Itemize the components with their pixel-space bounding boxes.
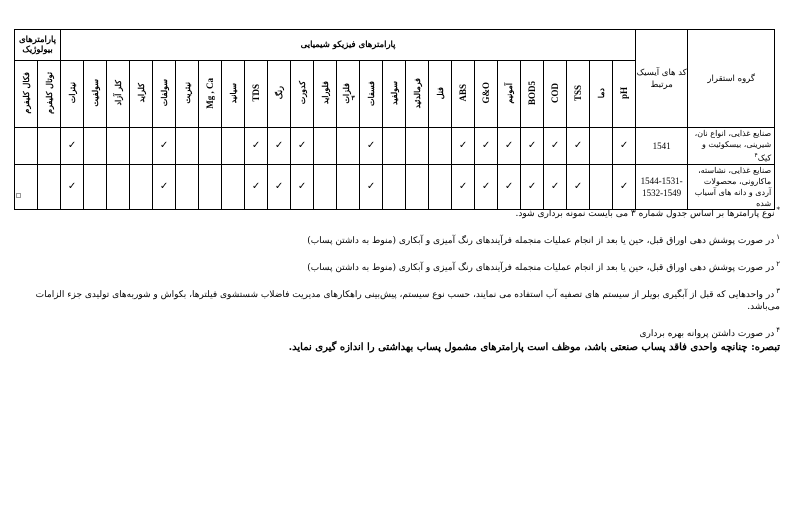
column-header: فکال کلیفرم [15,61,38,128]
column-header: سیانید [222,61,245,128]
empty-cell [84,128,107,165]
column-header: BOD5 [521,61,544,128]
table-row [15,128,775,165]
empty-cell [383,164,406,209]
empty-cell [130,164,153,209]
empty-cell [383,128,406,165]
empty-cell [406,128,429,165]
column-header: ABS [452,61,475,128]
column-header: فلزات$^۳$ [337,61,360,128]
column-header: TDS [245,61,268,128]
check-mark: ✓ [61,128,84,165]
check-mark: ✓ [268,128,291,165]
check-mark: ✓ [360,164,383,209]
empty-cell [314,128,337,165]
empty-cell [107,164,130,209]
column-header: نیترات [61,61,84,128]
parameters-table [14,29,775,210]
check-mark: ✓ [521,164,544,209]
column-header: COD [544,61,567,128]
empty-cell [314,164,337,209]
check-mark: ✓ [475,128,498,165]
group-header: گروه استقرار [688,30,775,128]
check-mark: ✓ [291,164,314,209]
empty-cell [429,128,452,165]
column-header: دما [590,61,613,128]
empty-cell [84,164,107,209]
phys-chem-params-header: پارامترهای فیزیکو شیمیایی [61,30,636,61]
check-mark: ✓ [613,164,636,209]
empty-cell [38,164,61,209]
empty-cell [337,128,360,165]
column-header: کلراید [130,61,153,128]
check-mark: ✓ [567,128,590,165]
check-mark: ✓ [153,164,176,209]
check-mark: ✓ [268,164,291,209]
footnote-4: $^۴$در صورت داشتن پروانه بهره برداری [639,326,780,339]
footnote-star: *نوع پارامترها بر اساس جدول شماره ۳ می بایست نمونه برداری شود. [515,206,780,219]
check-mark: ✓ [521,128,544,165]
column-header: نیتریت [176,61,199,128]
empty-cell [590,128,613,165]
footnotes [10,204,780,365]
group-cell: صنایع غذایی، انواع نان، شیرینی، بیسکوئیت و کیک$^۴$ [688,128,775,165]
check-mark: ✓ [475,164,498,209]
note-tabsareh: تبصره: چنانچه واحدی فاقد پساب صنعتی باشد، موظف است پارامترهای مشمول پساب بهداشتی را اندازه گیری نماید. [288,342,780,353]
column-header: سولفات [153,61,176,128]
isic-code-cell: 1541 [636,128,688,165]
column-header: سولفید [383,61,406,128]
empty-cell [222,164,245,209]
empty-cell [176,128,199,165]
footnote-1: $^۱$در صورت پوشش دهی اوراق قبل، حین یا بعد از انجام عملیات منجمله فرآیندهای رنگ آمیزی و آبکاری (منوط به داشتن پساب) [307,233,780,246]
empty-cell [199,128,222,165]
column-header: فلوراید [314,61,337,128]
empty-cell [130,128,153,165]
empty-cell [406,164,429,209]
check-mark: ✓ [245,164,268,209]
empty-cell [176,164,199,209]
check-mark: ✓ [61,164,84,209]
table-row [15,164,775,209]
check-mark: ✓ [452,164,475,209]
empty-cell [38,128,61,165]
group-cell: صنایع غذایی، نشاسته، ماکارونی، محصولات آردی و دانه های آسیاب شده [688,164,775,209]
bio-params-header: پارامترهای بیولوژیک [15,30,61,61]
empty-cell [590,164,613,209]
check-mark: ✓ [360,128,383,165]
empty-cell [107,128,130,165]
column-header: توتال کلیفرم [38,61,61,128]
empty-cell [337,164,360,209]
check-mark: ✓ [452,128,475,165]
empty-cell [199,164,222,209]
empty-cell [429,164,452,209]
column-header: G&O [475,61,498,128]
check-mark: ✓ [613,128,636,165]
column-header: فنل [429,61,452,128]
empty-cell [222,128,245,165]
check-mark: ✓ [498,164,521,209]
footnote-2: $^۲$در صورت پوشش دهی اوراق قبل، حین یا بعد از انجام عملیات منجمله فرآیندهای رنگ آمیزی و آبکاری (منوط به داشتن پساب) [307,260,780,273]
column-header: رنگ [268,61,291,128]
check-mark: ✓ [567,164,590,209]
isic-code-cell: 1544-1531-1532-1549 [636,164,688,209]
check-mark: ✓ [245,128,268,165]
column-header: کدورت [291,61,314,128]
check-mark: ✓ [544,128,567,165]
column-header: فسفات [360,61,383,128]
column-header: آمونیم [498,61,521,128]
column-header: کلر آزاد [107,61,130,128]
check-mark: ✓ [544,164,567,209]
column-header: Mg , Ca [199,61,222,128]
check-mark: ✓ [153,128,176,165]
empty-cell [15,164,38,209]
check-mark: ✓ [498,128,521,165]
column-header: فرمالدئید [406,61,429,128]
footnote-3: $^۳$در واحدهایی که قبل از آبگیری بویلر از سیستم های تصفیه آب استفاده می نمایند، حسب نوع سیستم، پیش‌بینی راهکارهای مدیریت فاضلاب شستشوی فیلترها، بکواش و شوربه‌های تولیدی جزء الزامات می‌باشد. [35,287,780,312]
check-mark: ✓ [291,128,314,165]
column-header: سولفیت [84,61,107,128]
table-corner-marker [16,193,21,198]
column-header: TSS [567,61,590,128]
column-header: pH [613,61,636,128]
empty-cell [15,128,38,165]
isic-code-header: کد های آیسیک مرتبط [636,30,688,128]
